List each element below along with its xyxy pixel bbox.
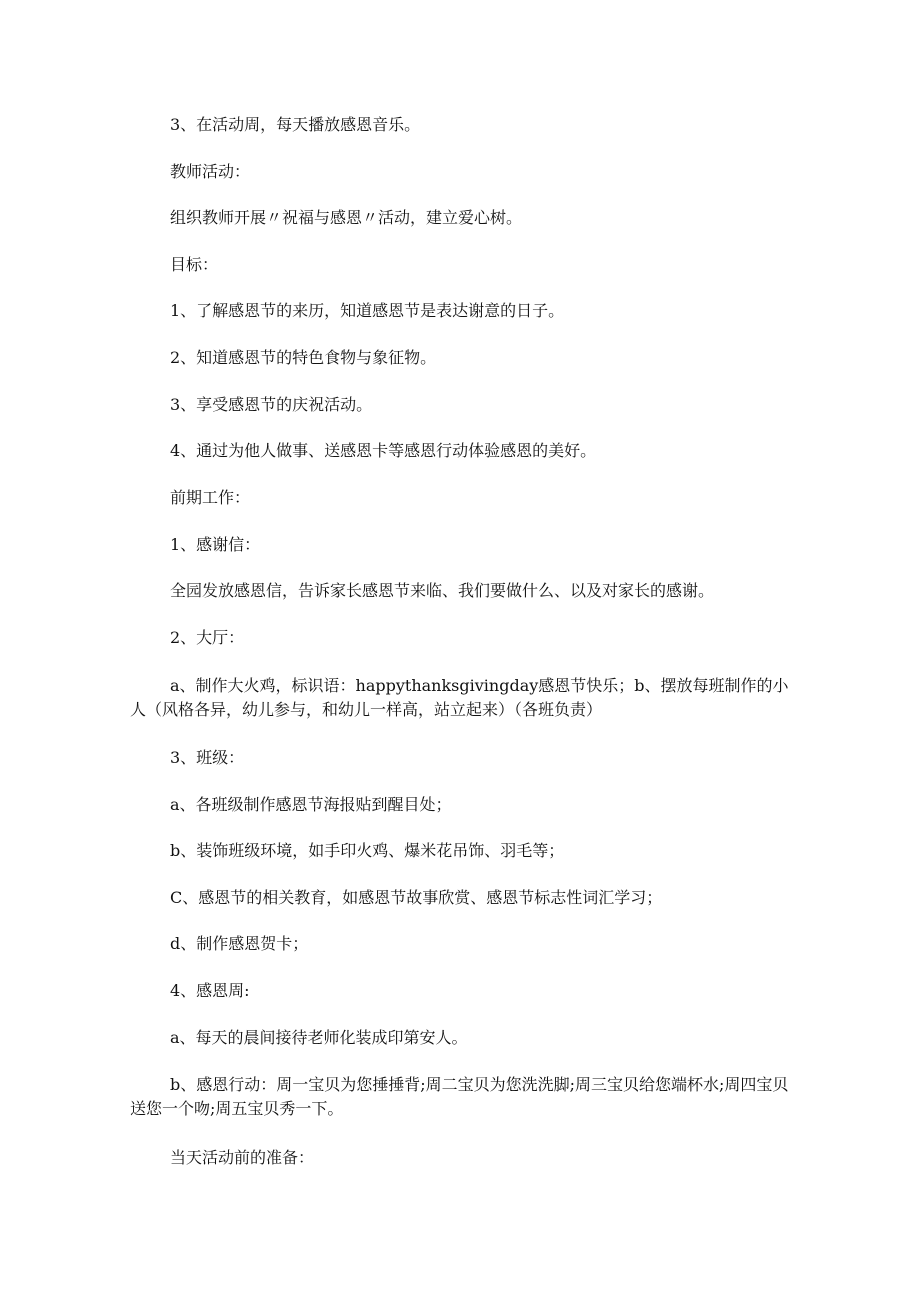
paragraph-14: 3、班级： [170, 748, 245, 767]
paragraph-8: 4、通过为他人做事、送感恩卡等感恩行动体验感恩的美好。 [170, 441, 597, 460]
paragraph-11: 全园发放感恩信，告诉家长感恩节来临、我们要做什么、以及对家长的感谢。 [170, 581, 715, 600]
paragraph-12: 2、大厅： [170, 628, 245, 647]
paragraph-2: 教师活动： [170, 162, 251, 181]
paragraph-7: 3、享受感恩节的庆祝活动。 [170, 395, 373, 414]
paragraph-5: 1、了解感恩节的来历，知道感恩节是表达谢意的日子。 [170, 301, 565, 320]
paragraph-9: 前期工作： [170, 488, 251, 507]
paragraph-16: b、装饰班级环境，如手印火鸡、爆米花吊饰、羽毛等； [170, 841, 565, 860]
paragraph-19: 4、感恩周: [170, 981, 250, 1000]
paragraph-22: 当天活动前的准备： [170, 1148, 315, 1167]
paragraph-4: 目标： [170, 255, 219, 274]
paragraph-18: d、制作感恩贺卡； [170, 934, 309, 953]
paragraph-15: a、各班级制作感恩节海报贴到醒目处； [170, 795, 452, 814]
paragraph-20: a、每天的晨间接待老师化装成印第安人。 [170, 1028, 468, 1047]
paragraph-6: 2、知道感恩节的特色食物与象征物。 [170, 348, 437, 367]
paragraph-13: a、制作大火鸡，标识语：happythanksgivingday感恩节快乐；b、摆放每班制作的小人（风格各异，幼儿参与，和幼儿一样高，站立起来）（各班负责） [130, 676, 789, 719]
paragraph-10: 1、感谢信： [170, 535, 261, 554]
paragraph-3: 组织教师开展〃祝福与感恩〃活动，建立爱心树。 [170, 208, 523, 227]
paragraph-17: C、感恩节的相关教育，如感恩节故事欣赏、感恩节标志性词汇学习； [170, 888, 663, 907]
paragraph-21: b、感恩行动：周一宝贝为您捶捶背;周二宝贝为您洗洗脚;周三宝贝给您端杯水;周四宝贝送您一个吻;周五宝贝秀一下。 [130, 1075, 789, 1118]
paragraph-1: 3、在活动周，每天播放感恩音乐。 [170, 115, 421, 134]
